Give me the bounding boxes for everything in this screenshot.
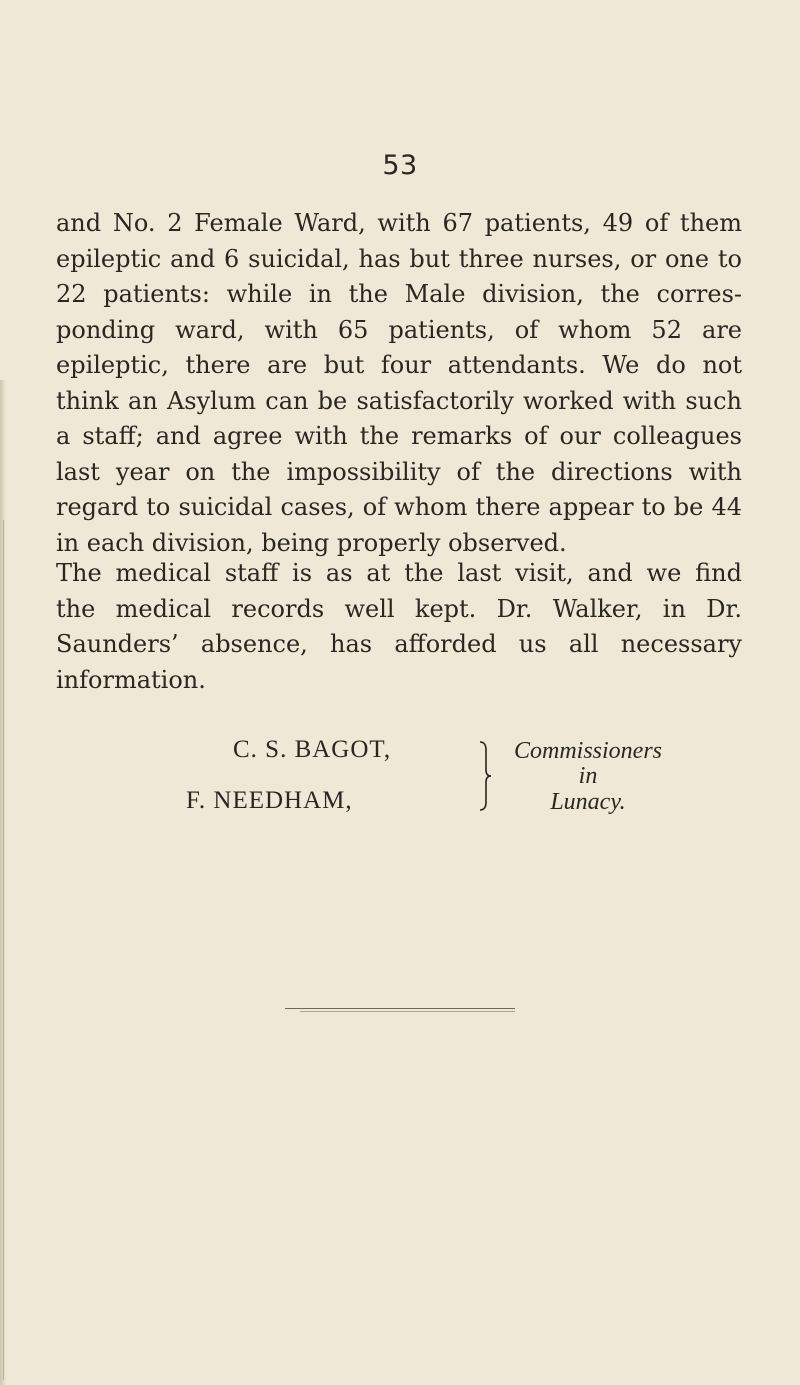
paragraph-2 (56, 556, 742, 698)
text-line: 22 patients: while in the Male division, the corres- (56, 280, 742, 308)
text-line: think an Asylum can be satisfactorily worked with such (56, 386, 742, 415)
page-number: 53 (382, 150, 418, 181)
text-line: and No. 2 Female Ward, with 67 patients, 49 of them (56, 209, 742, 237)
paragraph-1 (56, 206, 742, 561)
commissioners-in: in (578, 763, 598, 789)
text-line: a staff; and agree with the remarks of our colleagues (56, 422, 742, 450)
text-line: epileptic and 6 suicidal, has but three nurses, or one to (56, 244, 742, 273)
signature-needham: F. NEEDHAM, (186, 787, 353, 814)
right-brace-icon (478, 740, 492, 812)
end-rule (285, 1008, 515, 1009)
commissioners-title: Commissioners (513, 738, 663, 764)
text-line: Saunders’ absence, has afforded us all necessary (56, 630, 742, 658)
text-line: in each division, being properly observed. (56, 528, 567, 557)
commissioners-lunacy: Lunacy. (550, 789, 626, 815)
text-line: The medical staff is as at the last visit, and we find (56, 559, 742, 587)
text-line: last year on the impossibility of the directions with (56, 457, 742, 486)
text-line: ponding ward, with 65 patients, of whom 52 are (56, 315, 742, 344)
end-rule-shadow (300, 1011, 515, 1012)
signature-bagot: C. S. BAGOT, (233, 736, 392, 763)
text-line: epileptic, there are but four attendants. We do not (56, 351, 742, 379)
text-line: information. (56, 665, 206, 694)
text-line: the medical records well kept. Dr. Walker, in Dr. (56, 594, 742, 623)
text-line: regard to suicidal cases, of whom there appear to be 44 (56, 493, 742, 521)
page-binding-edge (3, 520, 4, 1380)
